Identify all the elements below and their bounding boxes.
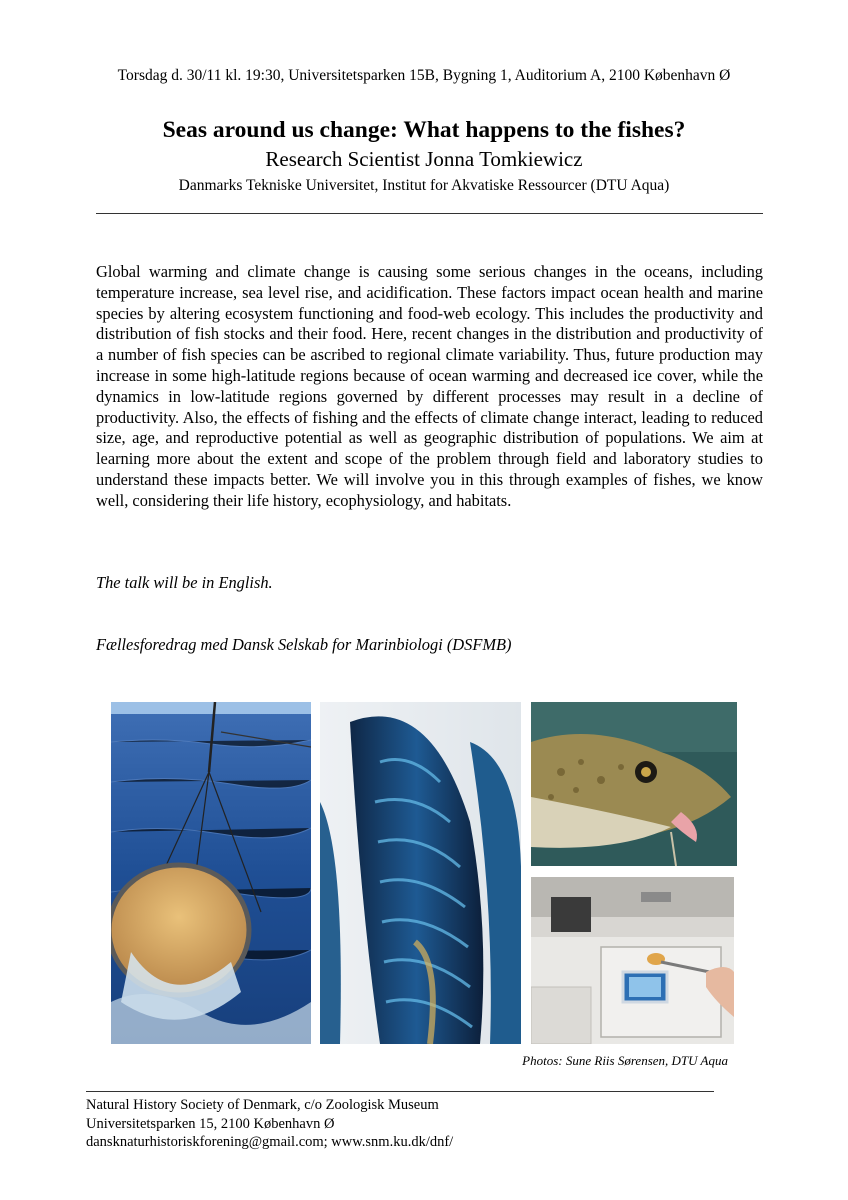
talk-title: Seas around us change: What happens to the fishes?: [162, 117, 686, 143]
event-details: Torsdag d. 30/11 kl. 19:30, Universitetsparken 15B, Bygning 1, Auditorium A, 2100 København Ø: [117, 67, 731, 84]
footer-organization: Natural History Society of Denmark, c/o Zoologisk Museum: [86, 1097, 439, 1113]
footer-address: [86, 1096, 453, 1152]
photo-mackerel: [320, 702, 521, 1044]
header-divider: [96, 213, 763, 214]
footer-divider: [86, 1091, 714, 1092]
talk-abstract: Global warming and climate change is causing some serious changes in the oceans, including temperature increase, sea level rise, and acidification. These factors impact ocean health and marine species by altering ecosystem functioning and food-web ecology. This includes the productivity and distribution of fish stocks and their food. Here, recent changes in the distribution and productivity of a number of fish species can be ascribed to regional climate variability. Thus, future production may increase in some high-latitude regions because of ocean warming and decreased ice cover, while the dynamics in low-latitude regions governed by different processes may result in a decline of productivity. Also, the effects of fishing and the effects of climate change interact, leading to reduced size, age, and reproductive potential as well as geographic distribution of populations. We aim at learning more about the extent and scope of the problem through field and laboratory studies to understand these impacts better. We will involve you in this through examples of fishes, we know well, considering their life history, ecophysiology, and habitats.: [96, 262, 763, 510]
language-note: The talk will be in English.: [96, 573, 273, 592]
speaker-name: Research Scientist Jonna Tomkiewicz: [265, 147, 583, 171]
speaker-affiliation: Danmarks Tekniske Universitet, Institut for Akvatiske Ressourcer (DTU Aqua): [178, 177, 670, 194]
footer-street: Universitetsparken 15, 2100 København Ø: [86, 1115, 335, 1132]
footer-contact: dansknaturhistoriskforening@gmail.com; www.snm.ku.dk/dnf/: [86, 1134, 454, 1150]
photo-lab: [531, 877, 734, 1044]
cohost-note: Fællesforedrag med Dansk Selskab for Marinbiologi (DSFMB): [96, 635, 512, 654]
photo-plankton-net: [111, 702, 311, 1044]
photo-credit: Photos: Sune Riis Sørensen, DTU Aqua: [522, 1053, 728, 1068]
photo-cod: [531, 702, 737, 866]
